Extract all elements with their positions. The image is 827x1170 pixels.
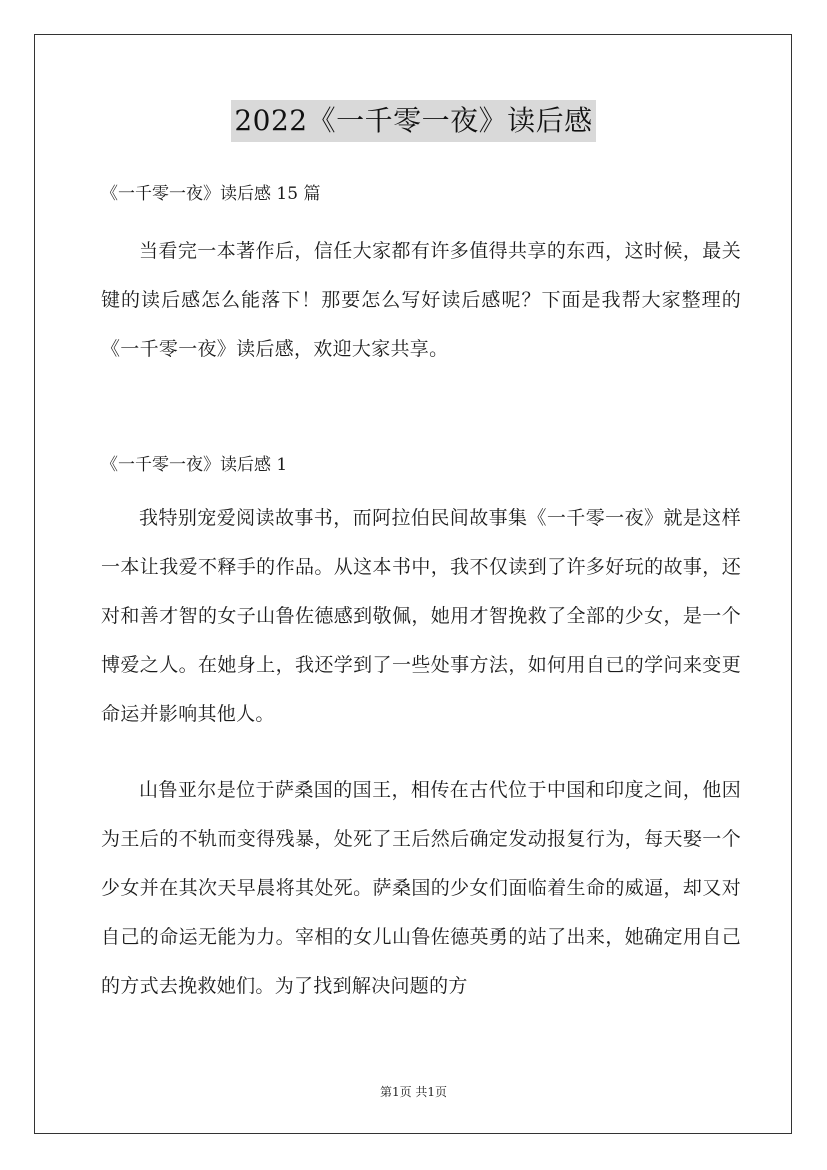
section-heading: 《一千零一夜》读后感 1 (101, 455, 288, 475)
body-paragraph-1: 我特别宠爱阅读故事书，而阿拉伯民间故事集《一千零一夜》就是这样一本让我爱不释手的作品。从这本书中，我不仅读到了许多好玩的故事，还对和善才智的女子山鲁佐德感到敬佩，她用才智挽救了全部的少女，是一个博爱之人。在她身上，我还学到了一些处事方法，如何用自已的学问来变更命运并影响其他人。 (101, 507, 741, 725)
title-container (0, 100, 827, 142)
page-footer: 第1页 共1页 (379, 1085, 448, 1099)
body-paragraph-2: 山鲁亚尔是位于萨桑国的国王，相传在古代位于中国和印度之间，他因为王后的不轨而变得残暴，处死了王后然后确定发动报复行为，每天娶一个少女并在其次天早晨将其处死。萨桑国的少女们面临着生命的威逼，却又对自己的命运无能为力。宰相的女儿山鲁佐德英勇的站了出来，她确定用自己的方式去挽救她们。为了找到解决问题的方 (101, 779, 741, 997)
document-title: 2022《一千零一夜》读后感 (231, 100, 595, 142)
document-subtitle: 《一千零一夜》读后感 15 篇 (101, 184, 321, 204)
intro-paragraph: 当看完一本著作后，信任大家都有许多值得共享的东西，这时候，最关键的读后感怎么能落下！那要怎么写好读后感呢？下面是我帮大家整理的《一千零一夜》读后感，欢迎大家共享。 (101, 240, 741, 360)
